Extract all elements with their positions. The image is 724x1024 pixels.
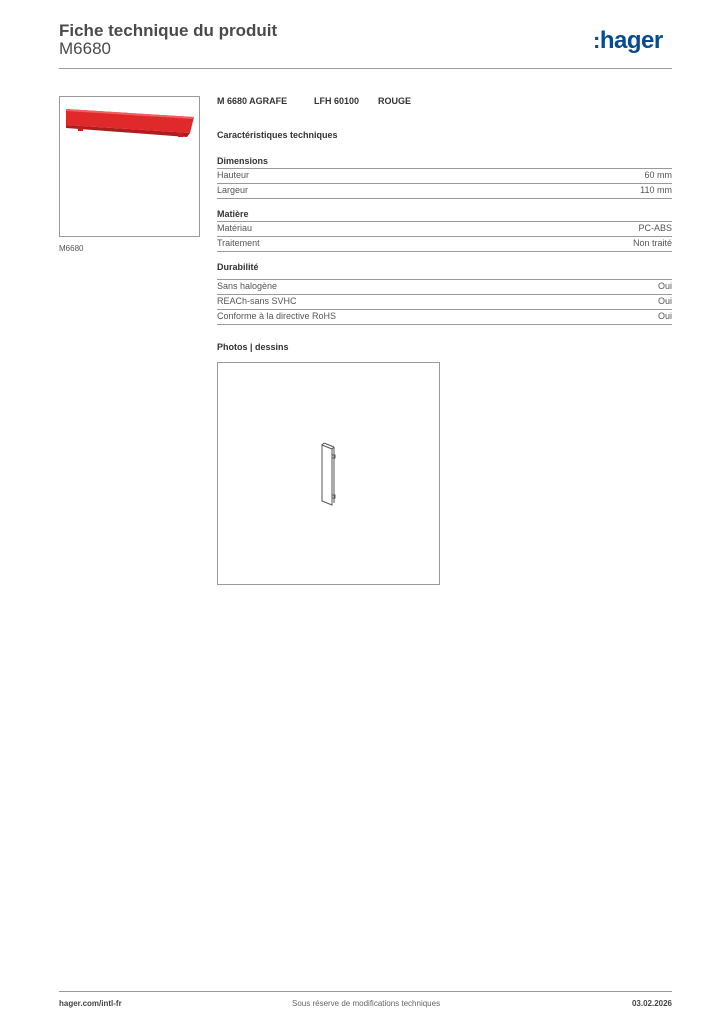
spec-table-dimensions [217, 168, 672, 199]
spec-value: 110 mm [640, 185, 672, 195]
spec-row [217, 294, 672, 309]
group-title-dimensions: Dimensions [217, 156, 269, 166]
product-name: M 6680 AGRAFE [217, 96, 288, 106]
spec-value: 60 mm [644, 170, 672, 180]
spec-label: Largeur [217, 185, 249, 195]
footer-date: 03.02.2026 [631, 999, 672, 1008]
spec-value: Non traité [632, 238, 672, 248]
product-header [217, 96, 411, 106]
spec-row [217, 168, 672, 183]
spec-row [217, 279, 672, 294]
logo-text: hager [599, 27, 663, 54]
red-clip-image [60, 97, 199, 236]
spec-label: Matériau [217, 223, 253, 233]
header-divider [59, 68, 672, 69]
logo-dots: : [593, 28, 600, 53]
spec-row [217, 183, 672, 199]
spec-label: Sans halogène [217, 281, 278, 291]
spec-label: Traitement [217, 238, 260, 248]
thumbnail-caption: M6680 [59, 244, 84, 253]
specs-title: Caractéristiques techniques [217, 130, 338, 140]
spec-table-matiere [217, 221, 672, 252]
spec-value: Oui [657, 296, 672, 306]
footer-disclaimer: Sous réserve de modifications techniques [292, 999, 441, 1008]
footer-website-link[interactable]: hager.com/intl-fr [59, 999, 122, 1008]
product-code: LFH 60100 [314, 96, 360, 106]
technical-drawing[interactable] [217, 362, 440, 585]
product-color: ROUGE [378, 96, 412, 106]
page-title: Fiche technique du produit [59, 21, 278, 40]
spec-table-durabilite [217, 279, 672, 325]
photos-title: Photos | dessins [217, 342, 289, 352]
group-title-durabilite: Durabilité [217, 262, 259, 272]
product-reference: M6680 [59, 39, 111, 58]
spec-label: Conforme à la directive RoHS [217, 311, 337, 321]
footer-divider [59, 991, 672, 992]
group-title-matiere: Matière [217, 209, 249, 219]
spec-row [217, 221, 672, 236]
spec-value: Oui [657, 281, 672, 291]
product-thumbnail[interactable] [59, 96, 200, 237]
spec-label: Hauteur [217, 170, 250, 180]
hager-logo[interactable] [593, 27, 663, 55]
spec-row [217, 236, 672, 252]
spec-value: Oui [657, 311, 672, 321]
spec-label: REACh-sans SVHC [217, 296, 297, 306]
spec-value: PC-ABS [638, 223, 672, 233]
spec-row [217, 309, 672, 325]
clip-line-drawing [218, 363, 439, 584]
